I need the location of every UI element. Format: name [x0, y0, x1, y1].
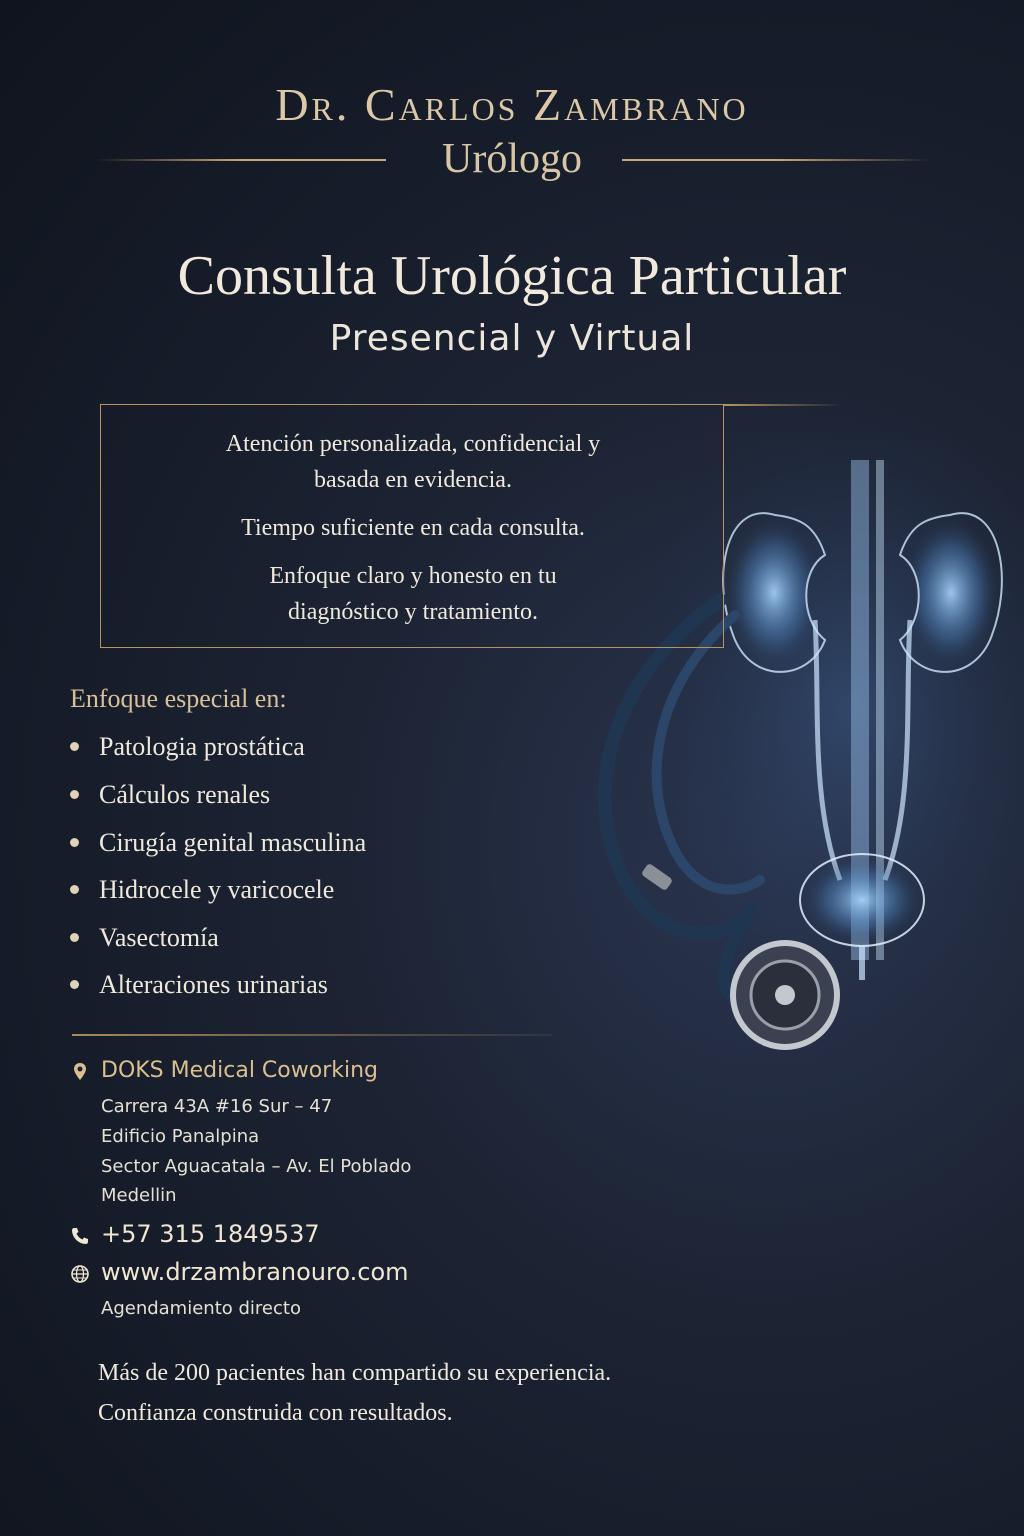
closing-line: Confianza construida con resultados.: [98, 1400, 453, 1426]
map-pin-icon: [70, 1062, 90, 1082]
list-item: Hidrocele y varicocele: [70, 875, 334, 905]
list-item: Cirugía genital masculina: [70, 828, 366, 858]
globe-icon: [70, 1264, 90, 1284]
feature-line: Atención personalizada, confidencial y: [225, 431, 601, 457]
list-item: Cálculos renales: [70, 780, 270, 810]
list-item: Patologia prostática: [70, 732, 305, 762]
address-line: Edificio Panalpina: [101, 1126, 260, 1147]
list-item: Vasectomía: [70, 923, 219, 953]
specialty-label: Urólogo: [442, 136, 582, 182]
feature-line: diagnóstico y tratamiento.: [288, 599, 538, 625]
section-divider: [72, 1034, 552, 1036]
bullet-icon: [70, 933, 79, 942]
bullet-icon: [70, 980, 79, 989]
feature-line: Tiempo suficiente en cada consulta.: [241, 515, 585, 541]
phone-icon: [70, 1226, 90, 1246]
address-line: Carrera 43A #16 Sur – 47: [101, 1096, 333, 1117]
website-link[interactable]: www.drzambranouro.com: [101, 1258, 409, 1286]
bullet-icon: [70, 885, 79, 894]
list-item: Alteraciones urinarias: [70, 970, 328, 1000]
focus-title: Enfoque especial en:: [70, 684, 287, 713]
divider-right: [622, 159, 932, 161]
feature-line: basada en evidencia.: [314, 467, 512, 493]
specialty-row: [0, 135, 1024, 185]
features-box: [100, 404, 724, 648]
bullet-icon: [70, 790, 79, 799]
page-subtitle: Presencial y Virtual: [329, 318, 695, 359]
features-box-accent: [724, 404, 844, 406]
phone-number[interactable]: +57 315 1849537: [101, 1220, 320, 1248]
address-line: Medellin: [101, 1185, 177, 1206]
location-name: DOKS Medical Coworking: [101, 1058, 378, 1083]
page-title: Consulta Urológica Particular: [177, 245, 847, 307]
bullet-icon: [70, 742, 79, 751]
feature-line: Enfoque claro y honesto en tu: [269, 563, 557, 589]
bullet-icon: [70, 838, 79, 847]
address-line: Sector Aguacatala – Av. El Poblado: [101, 1156, 412, 1177]
booking-note: Agendamiento directo: [101, 1298, 301, 1319]
closing-line: Más de 200 pacientes han compartido su experiencia.: [98, 1360, 612, 1386]
doctor-name: Dr. Carlos Zambrano: [275, 79, 749, 130]
